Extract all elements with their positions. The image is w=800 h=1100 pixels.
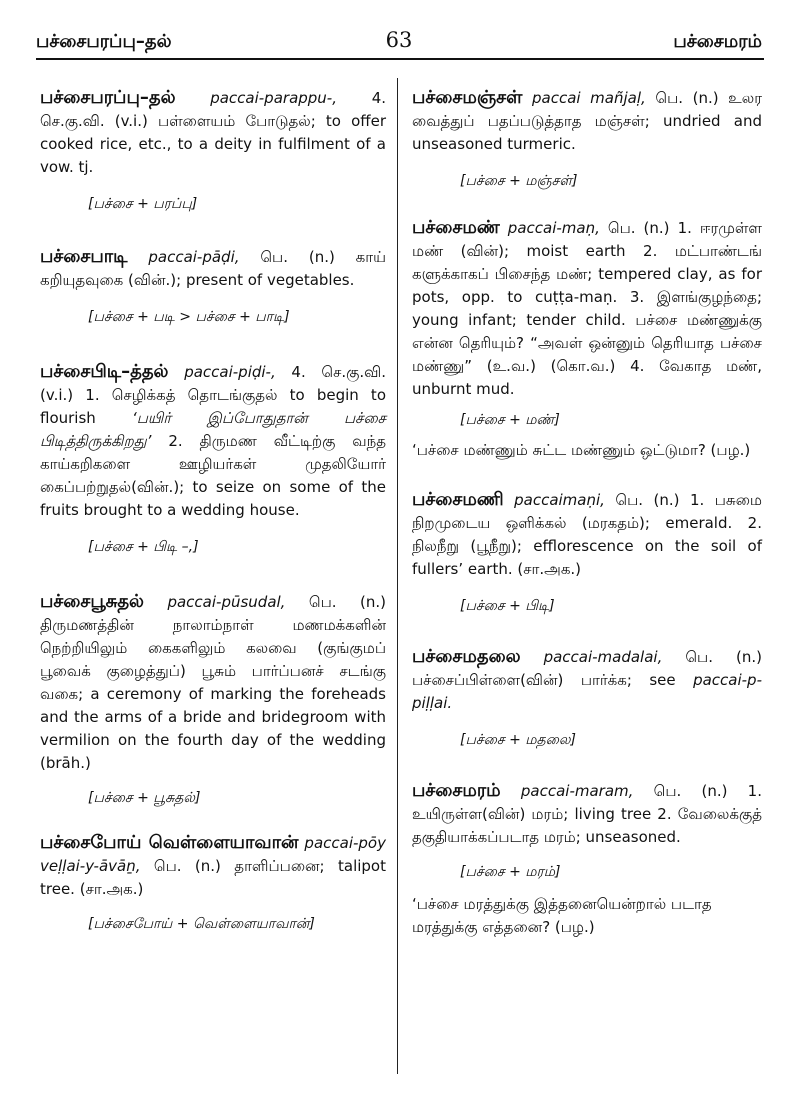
entry-romanization: paccai mañjaḷ, [532,89,646,107]
dictionary-entry [412,216,762,462]
entry-etymology: [பச்சை + படி > பச்சை + பாடி] [88,309,290,325]
entry-headword: பச்சைமஞ்சள் [412,87,523,108]
entry-headword: பச்சைபரப்பு–தல் [40,87,176,108]
entry-etymology: [பச்சை + மரம்] [460,864,561,880]
entry-etymology: [பச்சை + பிடி] [460,598,555,614]
entry-headword: பச்சைமதலை [412,646,521,667]
entry-definition: 4. செ.கு.வி. (v.i.) பள்ளையம் போடுதல்; to offer cooked rice, etc., to a deity in fulfilment of a vow. tj. [40,89,386,176]
entry-romanization: paccai-pōy veḷḷai-y-āvāṉ, [40,834,386,875]
entry-headword: பச்சைபூசுதல் [40,591,144,612]
entry-proverb: ‘பச்சை மரத்துக்கு இத்தனையென்றால் படாத மரத்துக்கு எத்தனை? (பழ.) [412,895,712,936]
dictionary-entry [412,645,762,751]
entry-etymology: [பச்சைபோய் + வெள்ளையாவான்] [88,916,315,932]
entry-headword: பச்சைமணி [412,489,504,510]
entry-headword: பச்சைமரம் [412,780,501,801]
left-column [40,86,386,935]
dictionary-entry [412,488,762,617]
entry-etymology: [பச்சை + மண்] [460,412,560,428]
entry-definition: பெ. (n.) பச்சைப்பிள்ளை(வின்) பார்க்க; see [412,648,762,689]
entry-headword: பச்சைபாடி [40,246,128,267]
dictionary-entry [40,831,386,935]
entry-definition: 4. செ.கு.வி. (v.i.) 1. செழிக்கத் தொடங்குதல் to begin to flourish [40,363,386,427]
entry-romanization: paccai-maram, [520,782,634,800]
dictionary-entry [412,86,762,192]
entry-definition: பெ. (n.) திருமணத்தின் நாலாம்நாள் மணமக்களின் நெற்றியிலும் கைகளிலும் கலவை (குங்குமப் பூவைக் குழைத்துப்) பூசும் பார்ப்பனச் சடங்கு வகை; a ceremony of marking the foreheads and the arms of a bride and bridegroom with vermilion on the fourth day of the wedding (brāh.) [40,593,386,772]
entry-definition: பெ. (n.) 1. உயிருள்ள(வின்) மரம்; living tree 2. வேலைக்குத் தகுதியாக்கப்படாத மரம்; unseasoned. [412,782,762,846]
entry-romanization: paccai-pāḍi, [148,248,240,266]
entry-etymology: [பச்சை + பூசுதல்] [88,790,201,806]
dictionary-entry [40,86,386,215]
header-right-guideword: பச்சைமரம் [673,31,762,52]
right-column [412,86,762,939]
entry-romanization: paccai-maṇ, [507,219,600,237]
entry-romanization: paccai-piḍi-, [184,363,276,381]
entry-romanization: paccai-madalai, [543,648,663,666]
entry-cross-reference: paccai-p-piḷḷai. [412,671,762,712]
dictionary-entry [40,245,386,328]
entry-proverb: ‘பச்சை மண்ணும் சுட்ட மண்ணும் ஒட்டுமா? (பழ.) [412,441,751,459]
dictionary-entry [412,779,762,939]
entry-headword: பச்சைபோய் வெள்ளையாவான் [40,832,299,853]
entry-definition: பெ. (n.) 1. பசுமை நிறமுடைய ஒளிக்கல் (மரகதம்); emerald. 2. நிலநீறு (பூநீறு); efflorescence on the soil of fullers’ earth. (சா.அக.) [412,491,762,578]
entry-etymology: [பச்சை + பிடி –,] [88,539,199,555]
page-number: 63 [385,28,413,52]
entry-etymology: [பச்சை + பரப்பு] [88,196,198,212]
entry-definition: 2. திருமண வீட்டிற்கு வந்த காய்கறிகளை ஊழியர்கள் முதலியோர் கைப்பற்றுதல்(வின்.); to seize on some of the fruits brought to a wedding house. [40,432,386,519]
page-header [36,14,762,54]
entry-etymology: [பச்சை + மதலை] [460,732,576,748]
entry-romanization: paccai-pūsudal, [167,593,286,611]
header-rule [36,58,764,60]
entry-headword: பச்சைமண் [412,217,500,238]
entry-definition: பெ. (n.) தாளிப்பனை; talipot tree. (சா.அக.) [40,857,386,898]
entry-definition: பெ. (n.) காய் கறியுதவுகை (வின்.); present of vegetables. [40,248,386,289]
entry-example-quote: ‘பயிர் இப்போதுதான் பச்சை பிடித்திருக்கிறது’ [40,409,386,450]
dictionary-entry [40,590,386,809]
entry-romanization: paccaimaṇi, [514,491,605,509]
dictionary-entry [40,360,386,558]
entry-definition: பெ. (n.) 1. ஈரமுள்ள மண் (வின்); moist earth 2. மட்பாண்டங் களுக்காகப் பிசைந்த மண்; tempered clay, as for pots, opp. to cuṭṭa-maṇ. 3. இளங்குழந்தை; young infant; tender child. பச்சை மண்ணுக்கு என்ன தெரியும்? “அவள் ஒன்னும் தெரியாத பச்சை மண்ணு” (உ.வ.) (கொ.வ.) 4. வேகாத மண், unburnt mud. [412,219,762,398]
column-divider [397,78,398,1074]
entry-headword: பச்சைபிடி–த்தல் [40,361,169,382]
entry-definition: பெ. (n.) உலர வைத்துப் பதப்படுத்தாத மஞ்சள்; undried and unseasoned turmeric. [412,89,762,153]
entry-etymology: [பச்சை + மஞ்சள்] [460,173,578,189]
entry-romanization: paccai-parappu-, [210,89,337,107]
header-left-guideword: பச்சைபரப்பு–தல் [36,31,172,52]
